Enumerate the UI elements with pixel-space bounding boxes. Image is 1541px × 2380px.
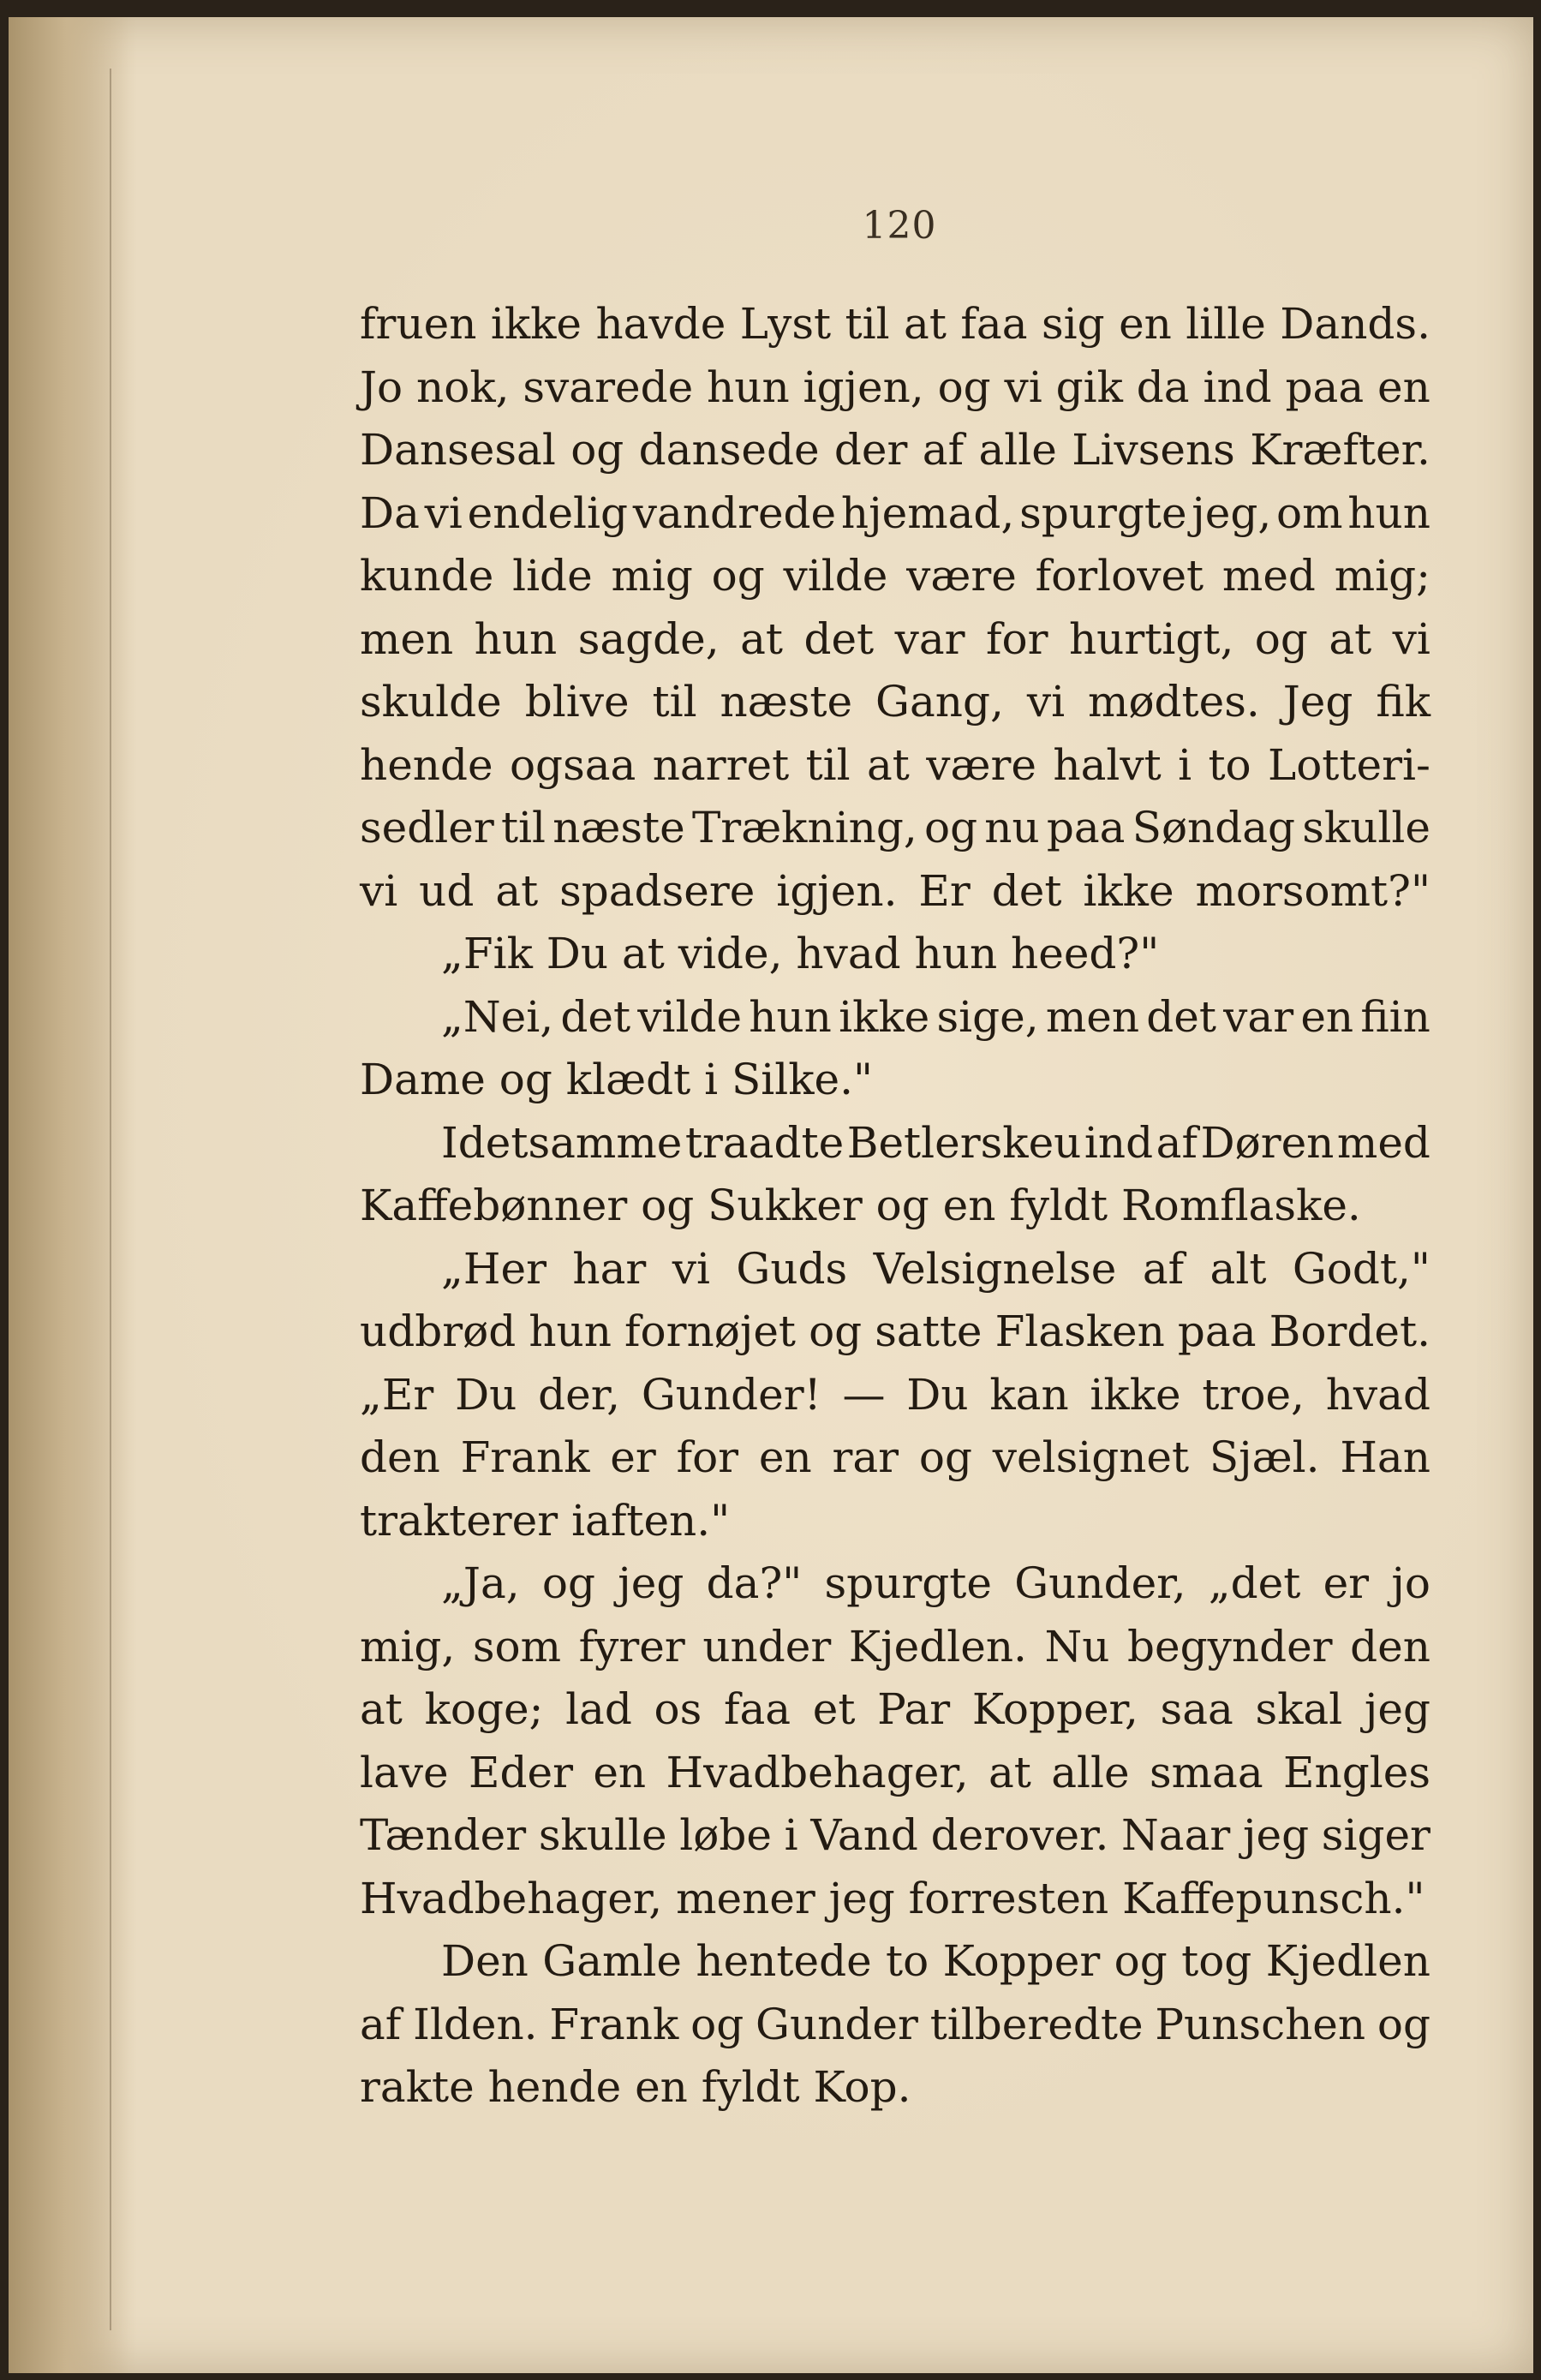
word: den — [1350, 1621, 1431, 1671]
word: hun — [707, 362, 790, 412]
word: skulle — [1302, 803, 1431, 852]
word: Gamle — [542, 1936, 683, 1986]
text-line: trakterer iaften." — [360, 1495, 731, 1546]
word: os — [654, 1684, 702, 1734]
text-line — [360, 293, 1431, 356]
word: paa — [1046, 803, 1126, 852]
text-line — [360, 1804, 1431, 1868]
word: Dands. — [1280, 299, 1431, 349]
word: ind — [1203, 362, 1272, 412]
word: løbe — [679, 1810, 772, 1860]
word: udbrød — [360, 1307, 517, 1356]
word: siger — [1321, 1810, 1431, 1860]
word: af — [360, 1999, 402, 2049]
word: tilberedte — [929, 1999, 1144, 2049]
word: Nu — [1044, 1621, 1110, 1671]
word: narret — [652, 739, 790, 790]
word: med — [1221, 551, 1316, 601]
word: af — [1142, 1243, 1185, 1294]
word: næste — [552, 803, 685, 852]
word: igjen, — [803, 362, 924, 412]
word: vilde — [637, 991, 743, 1042]
word: som — [472, 1621, 562, 1671]
word: men — [1045, 991, 1140, 1042]
text-line — [360, 608, 1431, 672]
word: dansede — [638, 425, 820, 475]
word: lad — [565, 1684, 632, 1734]
word: at — [740, 613, 784, 664]
word: en — [1300, 991, 1354, 1042]
word: mig; — [1334, 551, 1431, 601]
word: lille — [1186, 299, 1266, 349]
word: mødtes. — [1088, 677, 1260, 727]
word: sige, — [936, 991, 1039, 1042]
text-line — [360, 1238, 1431, 1301]
text-line — [360, 860, 1431, 924]
word: halvt — [1053, 739, 1162, 790]
word: Lotteri- — [1268, 739, 1431, 790]
word: under — [702, 1621, 832, 1671]
word: der, — [538, 1369, 621, 1420]
word: Gunder — [756, 1999, 918, 2049]
word: Punschen — [1155, 1999, 1366, 2049]
word: at — [904, 299, 947, 349]
word: jeg — [1243, 1810, 1310, 1860]
word: havde — [595, 299, 726, 349]
word: Kopper, — [971, 1684, 1138, 1734]
word: der — [833, 425, 908, 475]
word: kunde — [360, 551, 494, 601]
word: mig — [611, 551, 693, 601]
text-line — [360, 797, 1431, 860]
word: en — [758, 1432, 812, 1482]
word: af — [1156, 1117, 1198, 1168]
text-line — [360, 356, 1431, 420]
word: Du — [906, 1369, 969, 1420]
word: to — [1208, 739, 1251, 790]
word: Er — [918, 865, 971, 916]
word: „Ja, — [441, 1558, 520, 1608]
text-line — [360, 419, 1431, 482]
word: sedler — [360, 803, 494, 852]
word: nu — [984, 803, 1040, 852]
word: koge; — [424, 1684, 544, 1734]
word: Frank — [460, 1432, 590, 1482]
word: spurgte — [1019, 487, 1187, 538]
word: Kjedlen — [1265, 1936, 1431, 1986]
word: Han — [1340, 1432, 1431, 1482]
word: ud — [419, 865, 475, 916]
word: og — [1254, 613, 1308, 664]
word: ikke — [1090, 1369, 1181, 1420]
word: næste — [720, 677, 853, 727]
word: fyrer — [578, 1621, 685, 1671]
word: kan — [989, 1369, 1069, 1420]
word: at — [495, 865, 539, 916]
word: ikke — [839, 991, 930, 1042]
word: at — [360, 1684, 403, 1734]
word: spadsere — [559, 865, 756, 916]
word: Frank — [549, 1999, 679, 2049]
word: to — [886, 1936, 929, 1986]
word: Vand — [810, 1810, 918, 1860]
word: for — [986, 613, 1048, 664]
word: skulle — [538, 1810, 667, 1860]
word: og — [1377, 1999, 1431, 2049]
text-line — [360, 1678, 1431, 1742]
word: vi — [360, 865, 398, 916]
word: det — [1146, 991, 1216, 1042]
word: Ilden. — [413, 1999, 538, 2049]
text-line — [360, 1301, 1431, 1364]
word: tog — [1181, 1936, 1252, 1986]
word: et — [812, 1684, 856, 1734]
text-line — [360, 545, 1431, 608]
word: jeg — [618, 1558, 684, 1608]
word: hun — [474, 613, 558, 664]
word: men — [360, 613, 454, 664]
word: Godt," — [1292, 1243, 1431, 1294]
word: paa — [1177, 1307, 1257, 1356]
word: det — [803, 613, 875, 664]
word: ikke — [1083, 865, 1174, 916]
text-line — [360, 1742, 1431, 1805]
word: i — [1178, 739, 1192, 790]
word: mig, — [360, 1621, 456, 1671]
word: spurgte — [824, 1558, 992, 1608]
word: forlovet — [1035, 551, 1204, 601]
word: Du — [455, 1369, 517, 1420]
text-line — [360, 671, 1431, 734]
text-line — [360, 1112, 1431, 1175]
word: nok, — [416, 362, 510, 412]
word: derover. — [930, 1810, 1109, 1860]
word: Dansesal — [360, 425, 556, 475]
word: sig — [1041, 299, 1105, 349]
word: vi — [1004, 362, 1042, 412]
word: Naar — [1121, 1810, 1231, 1860]
word: Den — [441, 1936, 529, 1986]
word: det — [991, 865, 1062, 916]
word: være — [906, 551, 1017, 601]
word: „Er — [360, 1369, 434, 1420]
word: hurtigt, — [1068, 613, 1234, 664]
word: til — [805, 739, 851, 790]
word: traadte — [684, 1117, 845, 1168]
word: vi — [1392, 613, 1431, 664]
text-line — [360, 1994, 1431, 2057]
word: Kjedlen. — [848, 1621, 1027, 1671]
word: faa — [960, 299, 1028, 349]
word: hun — [1347, 487, 1431, 538]
word: fornøjet — [624, 1307, 796, 1356]
word: en — [1377, 362, 1431, 412]
word: „Her — [441, 1243, 547, 1294]
text-line: Dame og klædt i Silke." — [360, 1055, 873, 1104]
word: alt — [1210, 1243, 1267, 1294]
word: Lyst — [739, 299, 832, 349]
word: Gunder, — [1014, 1558, 1186, 1608]
word: af — [922, 425, 965, 475]
text-line — [360, 1364, 1431, 1427]
word: og — [690, 1999, 744, 2049]
word: og — [923, 803, 978, 852]
word: smaa — [1149, 1747, 1263, 1797]
word: fruen — [360, 299, 477, 349]
text-line — [360, 1426, 1431, 1490]
word: vandrede — [632, 487, 837, 538]
word: for — [676, 1432, 739, 1482]
word: jo — [1391, 1558, 1431, 1608]
word: lide — [512, 551, 593, 601]
page-number: 120 — [862, 204, 937, 248]
word: vi — [1026, 677, 1066, 727]
word: gik — [1055, 362, 1123, 412]
word: og — [1114, 1936, 1168, 1986]
word: hun — [529, 1307, 612, 1356]
word: om — [1276, 487, 1343, 538]
word: skal — [1255, 1684, 1343, 1734]
word: var — [894, 613, 965, 664]
word: at — [1329, 613, 1372, 664]
word: lave — [360, 1747, 449, 1797]
word: da — [1136, 362, 1190, 412]
word: Gunder! — [641, 1369, 821, 1420]
book-page — [9, 17, 1533, 2373]
word: hjemad, — [840, 487, 1015, 538]
word: hun — [749, 991, 832, 1042]
word: paa — [1285, 362, 1365, 412]
word: endelig — [467, 487, 629, 538]
word: Livsens — [1072, 425, 1235, 475]
word: ogsaa — [509, 739, 636, 790]
text-line — [360, 986, 1431, 1049]
text-line — [360, 1552, 1431, 1616]
body-text — [360, 293, 1431, 2120]
word: skulde — [360, 677, 502, 727]
word: hvad — [1325, 1369, 1431, 1420]
word: og — [809, 1307, 863, 1356]
word: og — [570, 425, 624, 475]
word: og — [711, 551, 765, 601]
word: alle — [1051, 1747, 1130, 1797]
word: Sjæl. — [1209, 1432, 1320, 1482]
word: „det — [1208, 1558, 1301, 1608]
text-line — [360, 1616, 1431, 1679]
word: vilde — [783, 551, 888, 601]
word: blive — [524, 677, 630, 727]
word: til — [845, 299, 890, 349]
word: Jo — [360, 362, 403, 412]
word: ind — [1084, 1117, 1154, 1168]
word: fiin — [1360, 991, 1431, 1042]
word: vi — [424, 487, 463, 538]
word: til — [652, 677, 697, 727]
word: fik — [1376, 677, 1431, 727]
word: Gang, — [875, 677, 1004, 727]
word: rar — [832, 1432, 899, 1482]
word: Guds — [736, 1243, 848, 1294]
word: en — [593, 1747, 647, 1797]
word: er — [610, 1432, 656, 1482]
word: troe, — [1202, 1369, 1305, 1420]
word: være — [926, 739, 1037, 790]
word: „Nei, — [441, 991, 554, 1042]
word: i — [784, 1810, 798, 1860]
word: Tænder — [360, 1810, 527, 1860]
word: alle — [978, 425, 1057, 475]
word: Eder — [468, 1747, 573, 1797]
word: velsignet — [992, 1432, 1190, 1482]
text-line — [360, 734, 1431, 798]
text-line: Hvadbehager, mener jeg forresten Kaffepunsch." — [360, 1873, 1425, 1923]
text-line: „Fik Du at vide, hvad hun heed?" — [441, 929, 1160, 978]
word: jeg — [1364, 1684, 1431, 1734]
word: og — [918, 1432, 972, 1482]
text-line — [360, 482, 1431, 546]
word: da?" — [706, 1558, 803, 1608]
word: Trækning, — [691, 803, 917, 852]
word: Hvadbehager, — [666, 1747, 969, 1797]
word: — — [842, 1369, 886, 1420]
page-gutter — [9, 17, 137, 2373]
word: hentede — [696, 1936, 872, 1986]
word: morsomt?" — [1195, 865, 1431, 916]
word: Kræfter. — [1250, 425, 1431, 475]
text-line — [360, 1930, 1431, 1994]
word: igjen. — [776, 865, 898, 916]
word: at — [989, 1747, 1031, 1797]
word: Kopper — [942, 1936, 1101, 1986]
word: Flasken — [994, 1307, 1165, 1356]
word: svarede — [523, 362, 694, 412]
word: en — [1119, 299, 1172, 349]
word: ikke — [490, 299, 582, 349]
text-line: Kaffebønner og Sukker og en fyldt Romflaske. — [360, 1181, 1361, 1230]
word: og — [541, 1558, 596, 1608]
word: og — [937, 362, 991, 412]
text-line: rakte hende en fyldt Kop. — [360, 2062, 911, 2112]
word: Søndag — [1132, 803, 1296, 852]
word: Engles — [1283, 1747, 1431, 1797]
word: Bordet. — [1269, 1307, 1431, 1356]
word: jeg, — [1192, 487, 1272, 538]
word: var — [1223, 991, 1294, 1042]
word: Par — [877, 1684, 951, 1734]
word: sagde, — [577, 613, 720, 664]
word: at — [867, 739, 910, 790]
word: Idetsamme — [441, 1117, 683, 1168]
word: satte — [875, 1307, 983, 1356]
word: Da — [360, 487, 420, 538]
word: med — [1336, 1117, 1431, 1168]
word: Velsignelse — [873, 1243, 1117, 1294]
word: vi — [672, 1243, 710, 1294]
gutter-shadow — [110, 69, 111, 2330]
word: hende — [360, 739, 493, 790]
word: Jeg — [1282, 677, 1353, 727]
word: Betlerskeu — [846, 1117, 1082, 1168]
word: det — [560, 991, 631, 1042]
word: begynder — [1127, 1621, 1333, 1671]
word: er — [1323, 1558, 1370, 1608]
word: den — [360, 1432, 440, 1482]
word: til — [500, 803, 547, 852]
word: saa — [1160, 1684, 1233, 1734]
word: faa — [723, 1684, 791, 1734]
word: har — [572, 1243, 647, 1294]
word: Døren — [1200, 1117, 1335, 1168]
